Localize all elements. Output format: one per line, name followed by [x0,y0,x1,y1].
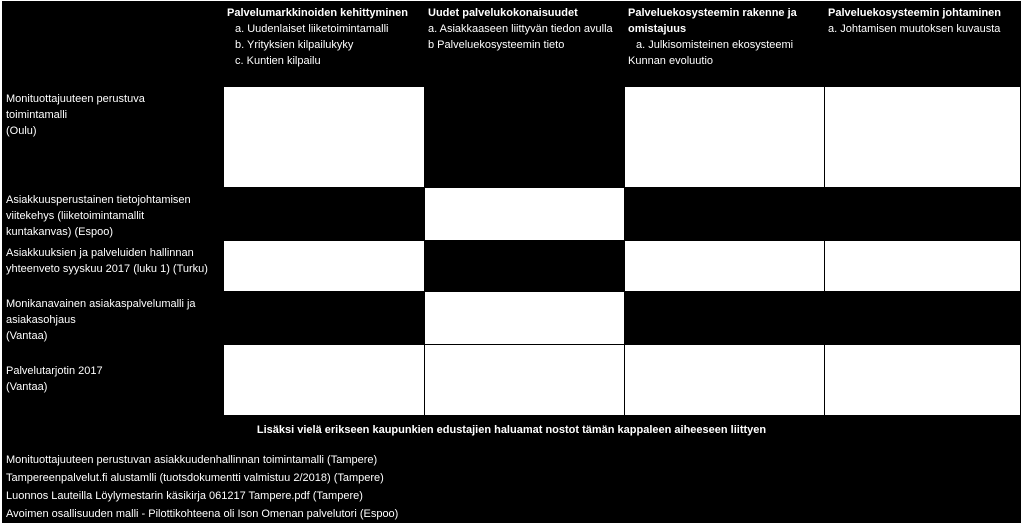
matrix-cell [625,87,825,188]
row-label-line: kuntakanvas) (Espoo) [6,226,113,238]
table-row [3,292,1021,345]
row-label-line: Monituottajuuteen perustuva [6,93,145,105]
column-header-3 [625,2,825,87]
column-title: Palvelumarkkinoiden kehittyminen [227,7,408,19]
matrix-table [2,1,1021,523]
section-title-cell [3,416,1021,451]
column-subitem: b. Yrityksien kilpailukyky [235,39,354,51]
corner-cell [3,2,224,87]
matrix-cell [825,241,1021,292]
column-header-2 [425,2,625,87]
column-title: Palveluekosysteemin rakenne ja omistajuus [628,7,797,35]
matrix-cell [625,188,825,241]
row-label-line: Asiakkuusperustainen tietojohtamisen [6,194,191,206]
row-label-cell [3,241,224,292]
extra-item: Tampereenpalvelut.fi alustamlli (tuotsdokumentti valmistuu 2/2018) (Tampere) [6,472,384,484]
extra-item-cell [3,469,1021,487]
column-title: Uudet palvelukokonaisuudet [428,7,578,19]
matrix-cell [425,292,625,345]
matrix-cell [825,345,1021,416]
row-label-line: Asiakkuuksien ja palveluiden hallinnan [6,247,194,259]
row-label-line: toimintamalli [6,109,68,121]
row-label-cell [3,292,224,345]
matrix-cell [825,292,1021,345]
column-subitem: a. Asiakkaaseen liittyvän tiedon avulla [428,23,613,35]
extra-row [3,487,1021,505]
column-title: Palveluekosysteemin johtaminen [828,7,1002,19]
extra-item-cell [3,451,1021,469]
row-label-line: yhteenveto syyskuu 2017 (luku 1) (Turku) [6,263,208,275]
extra-item: Monituottajuuteen perustuvan asiakkuudenhallinnan toimintamalli (Tampere) [6,454,378,466]
table-row [3,241,1021,292]
matrix-cell [425,241,625,292]
row-label-cell [3,345,224,416]
row-label-line: (Oulu) [6,125,37,137]
column-subitem: a. Uudenlaiset liiketoimintamalli [235,23,389,35]
matrix-cell [825,188,1021,241]
column-header-4 [825,2,1021,87]
row-label-cell [3,188,224,241]
extra-item: Luonnos Lauteilla Löylymestarin käsikirja 061217 Tampere.pdf (Tampere) [6,490,363,502]
table-row [3,345,1021,416]
column-subitem: Kunnan evoluutio [628,55,714,67]
extra-row [3,505,1021,523]
extra-row [3,469,1021,487]
column-subitem: a. Julkisomisteinen ekosysteemi [636,39,794,51]
matrix-cell [425,87,625,188]
section-title: Lisäksi vielä erikseen kaupunkien edustajien haluamat nostot tämän kappaleen aiheeseen liittyen [256,424,767,436]
matrix-cell [224,292,425,345]
extra-item-cell [3,487,1021,505]
row-label-line: viitekehys (liiketoimintamallit [6,210,145,222]
extra-row [3,451,1021,469]
row-label-cell [3,87,224,188]
matrix-cell [224,87,425,188]
section-row [3,416,1021,451]
column-header-1 [224,2,425,87]
matrix-cell [825,87,1021,188]
matrix-cell [425,188,625,241]
row-label-line: asiakasohjaus [6,314,76,326]
header-row [3,2,1021,87]
column-subitem: c. Kuntien kilpailu [235,55,321,67]
matrix-cell [224,345,425,416]
extra-item: Avoimen osallisuuden malli - Pilottikohteena oli Ison Omenan palvelutori (Espoo) [6,508,399,520]
row-label-line: Palvelutarjotin 2017 [6,365,103,377]
row-label-line: (Vantaa) [6,381,48,393]
column-subitem: b Palveluekosysteemin tieto [428,39,565,51]
matrix-cell [625,292,825,345]
table-row [3,87,1021,188]
extra-item-cell [3,505,1021,523]
matrix-cell [625,345,825,416]
row-label-line: (Vantaa) [6,330,48,342]
matrix-cell [625,241,825,292]
row-label-line: Monikanavainen asiakaspalvelumalli ja [6,298,196,310]
matrix-cell [224,241,425,292]
table-row [3,188,1021,241]
matrix-cell [425,345,625,416]
column-subitem: a. Johtamisen muutoksen kuvausta [828,23,1001,35]
matrix-cell [224,188,425,241]
